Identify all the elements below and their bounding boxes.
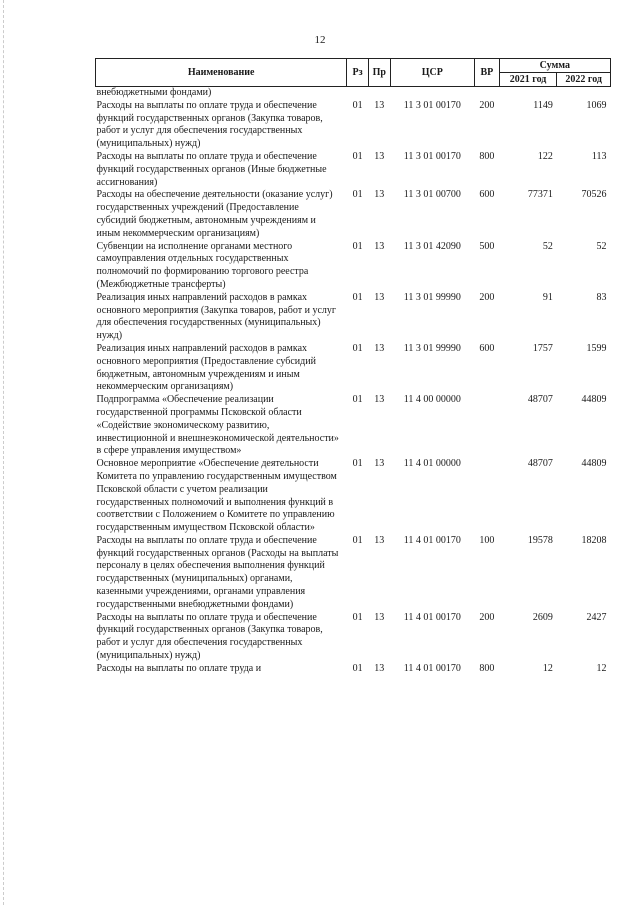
row-sum-2022: 44809 — [581, 458, 607, 470]
row-name: Основное мероприятие «Обеспечение деятельности Комитета по управлению государственным имуществом Псковской области с учетом реализации государственных полномочий и выполнения функций в соответствии с Положением о Комитете по управлению государственным имуществом Псковской области» — [96, 458, 337, 534]
row-vr: 800 — [479, 150, 495, 162]
row-rz: 01 — [352, 189, 363, 201]
row-sum-2022: 83 — [596, 291, 607, 303]
row-sum-2022: 44809 — [581, 394, 607, 406]
header-vr: ВР — [475, 59, 500, 87]
table-row — [96, 458, 611, 535]
row-vr: 600 — [479, 342, 495, 354]
header-sum: Сумма — [499, 59, 610, 73]
row-sum-2021: 122 — [537, 150, 553, 162]
row-sum-2021: 1149 — [533, 99, 553, 111]
row-sum-2022: 1069 — [586, 99, 607, 111]
row-pr: 13 — [374, 394, 385, 406]
row-name: Субвенции на исполнение органами местного самоуправления отдельных государственных полномочий по формированию торгового реестра (Межбюджетные трансферты) — [96, 240, 309, 290]
row-rz: 01 — [352, 291, 363, 303]
budget-table — [95, 58, 611, 676]
row-sum-2021: 2609 — [532, 611, 553, 623]
row-name: Реализация иных направлений расходов в рамках основного мероприятия (Закупка товаров, работ и услуг для обеспечения государственных (муниципальных) нужд) — [96, 291, 336, 342]
table-row — [96, 100, 611, 151]
row-sum-2021: 19578 — [527, 534, 553, 546]
row-vr: 200 — [479, 291, 495, 303]
row-name: Расходы на выплаты по оплате труда и — [96, 662, 262, 674]
row-pr: 13 — [374, 291, 385, 303]
row-csr: 11 4 01 00000 — [403, 458, 461, 470]
row-csr: 11 3 01 99990 — [403, 342, 461, 354]
row-sum-2021: 12 — [542, 662, 553, 674]
header-pr: Пр — [368, 59, 390, 87]
row-rz: 01 — [352, 394, 363, 406]
row-name: Расходы на выплаты по оплате труда и обеспечение функций государственных органов (Расходы на выплаты персоналу в целях обеспечения выполнения функций государственных (муниципальных) органами, казенными учреждениями, органами управления государственными внебюджетными фондами) — [96, 534, 339, 610]
row-pr: 13 — [374, 189, 385, 201]
row-rz: 01 — [352, 662, 363, 674]
table-row — [96, 535, 611, 612]
row-name: Подпрограмма «Обеспечение реализации государственной программы Псковской области «Содействие экономическому развитию, инвестиционной и внешнеэкономической деятельности» в сфере управления имуществом» — [96, 394, 339, 457]
table-row — [96, 151, 611, 189]
row-csr: 11 3 01 00170 — [403, 150, 461, 162]
row-csr: 11 4 01 00170 — [403, 534, 461, 546]
table-row — [96, 189, 611, 240]
scan-edge-line — [3, 0, 5, 905]
row-vr: 200 — [479, 611, 495, 623]
row-rz: 01 — [352, 150, 363, 162]
row-csr: 11 3 01 42090 — [403, 240, 461, 252]
header-csr: ЦСР — [390, 59, 474, 87]
row-vr: 600 — [479, 189, 495, 201]
row-rz: 01 — [352, 611, 363, 623]
header-year-2022: 2022 год — [557, 73, 611, 87]
row-sum-2021: 91 — [542, 291, 553, 303]
row-sum-2022: 70526 — [581, 189, 607, 201]
row-sum-2021 — [499, 87, 557, 100]
page-number: 12 — [314, 34, 326, 46]
row-name: внебюджетными фондами) — [96, 87, 212, 98]
row-rz: 01 — [352, 342, 363, 354]
row-name: Реализация иных направлений расходов в рамках основного мероприятия (Предоставление субсидий бюджетным, автономным учреждениям и иным некоммерческим организациям) — [96, 342, 316, 393]
row-sum-2022: 1599 — [586, 342, 607, 354]
row-sum-2022: 52 — [596, 240, 607, 252]
row-name: Расходы на выплаты по оплате труда и обеспечение функций государственных органов (Закупка товаров, работ и услуг для обеспечения государственных (муниципальных) нужд) — [96, 99, 323, 150]
row-rz — [347, 87, 369, 100]
row-pr: 13 — [374, 99, 385, 111]
row-sum-2022 — [557, 87, 611, 100]
row-pr — [368, 87, 390, 100]
table-row — [96, 343, 611, 394]
row-sum-2021: 48707 — [527, 394, 553, 406]
row-pr: 13 — [374, 150, 385, 162]
table-row — [96, 292, 611, 343]
row-sum-2021: 48707 — [527, 458, 553, 470]
row-sum-2021: 1757 — [532, 342, 553, 354]
row-csr — [390, 87, 474, 100]
table-header — [96, 59, 611, 87]
header-name: Наименование — [96, 59, 347, 87]
row-pr: 13 — [374, 342, 385, 354]
row-csr: 11 3 01 99990 — [403, 291, 461, 303]
row-rz: 01 — [352, 534, 363, 546]
row-vr: 100 — [479, 534, 495, 546]
row-vr: 800 — [479, 662, 495, 674]
row-name: Расходы на выплаты по оплате труда и обеспечение функций государственных органов (Иные бюджетные ассигнования) — [96, 150, 327, 188]
row-csr: 11 4 00 00000 — [403, 394, 461, 406]
row-vr: 200 — [479, 99, 495, 111]
row-sum-2022: 18208 — [581, 534, 607, 546]
header-year-2021: 2021 год — [499, 73, 557, 87]
table-body — [96, 87, 611, 676]
row-sum-2021: 77371 — [527, 189, 553, 201]
row-sum-2022: 2427 — [586, 611, 607, 623]
row-sum-2022: 12 — [596, 662, 607, 674]
header-rz: Рз — [347, 59, 369, 87]
row-vr — [475, 394, 500, 458]
row-pr: 13 — [374, 534, 385, 546]
row-rz: 01 — [352, 458, 363, 470]
row-csr: 11 3 01 00700 — [403, 189, 461, 201]
table-row — [96, 394, 611, 458]
row-pr: 13 — [374, 662, 385, 674]
row-csr: 11 3 01 00170 — [403, 99, 461, 111]
row-csr: 11 4 01 00170 — [403, 611, 461, 623]
row-rz: 01 — [352, 99, 363, 111]
row-sum-2021: 52 — [542, 240, 553, 252]
row-pr: 13 — [374, 611, 385, 623]
row-csr: 11 4 01 00170 — [403, 662, 461, 674]
row-vr — [475, 458, 500, 535]
row-vr: 500 — [479, 240, 495, 252]
row-name: Расходы на обеспечение деятельности (оказание услуг) государственных учреждений (Предоставление субсидий бюджетным, автономным учреждениям и иным некоммерческим организациям) — [96, 189, 333, 239]
table-row — [96, 663, 611, 676]
table-row — [96, 241, 611, 292]
row-pr: 13 — [374, 458, 385, 470]
row-vr — [475, 87, 500, 100]
row-rz: 01 — [352, 240, 363, 252]
row-name: Расходы на выплаты по оплате труда и обеспечение функций государственных органов (Закупка товаров, работ и услуг для обеспечения государственных (муниципальных) нужд) — [96, 611, 323, 662]
table-row — [96, 612, 611, 663]
row-pr: 13 — [374, 240, 385, 252]
table-row — [96, 87, 611, 100]
row-sum-2022: 113 — [591, 150, 607, 162]
